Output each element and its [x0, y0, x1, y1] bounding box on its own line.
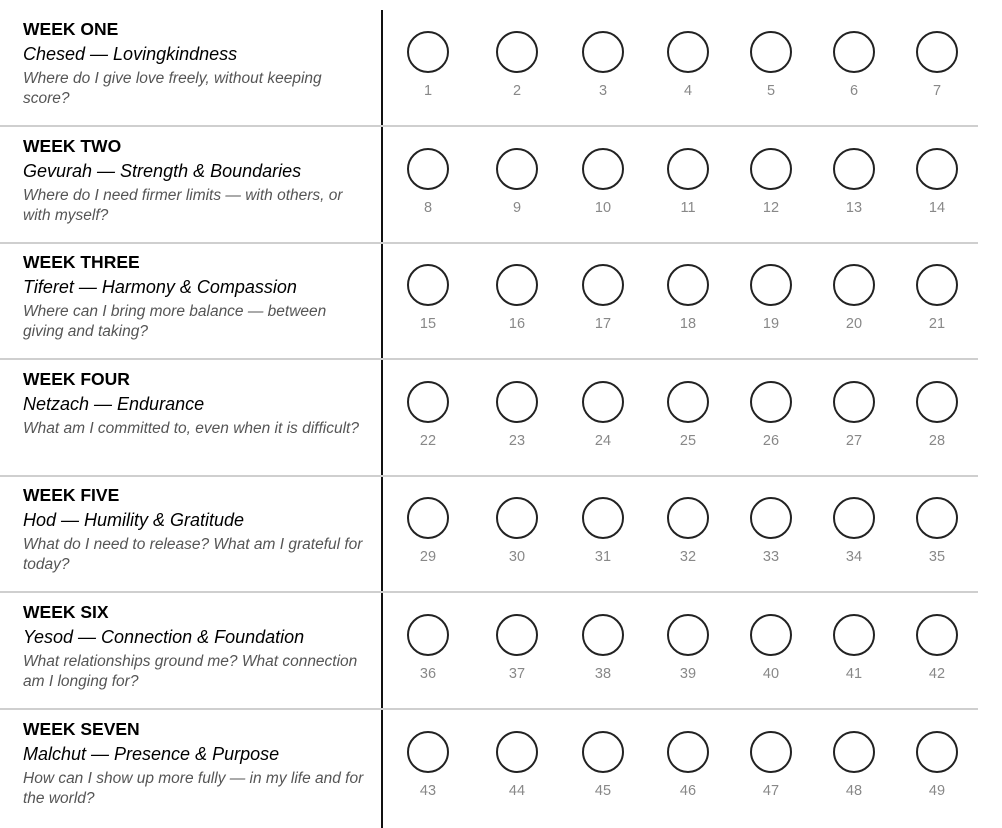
day-cell — [663, 31, 713, 99]
day-number: 16 — [508, 316, 526, 332]
day-cell — [746, 614, 796, 682]
day-checkbox-circle[interactable] — [833, 497, 875, 539]
day-checkbox-circle[interactable] — [833, 731, 875, 773]
week-info — [23, 719, 368, 809]
day-number: 11 — [680, 200, 696, 216]
day-cell — [912, 381, 962, 449]
day-number: 1 — [423, 83, 433, 99]
day-cell — [492, 381, 542, 449]
day-cell — [492, 497, 542, 565]
day-cell — [912, 264, 962, 332]
day-checkbox-circle[interactable] — [582, 148, 624, 190]
day-checkbox-circle[interactable] — [750, 264, 792, 306]
day-cell — [578, 148, 628, 216]
week-subtitle: Yesod — Connection & Foundation — [23, 627, 305, 647]
day-number: 47 — [762, 783, 780, 799]
week-row — [0, 710, 978, 827]
day-cell — [492, 148, 542, 216]
day-cell — [492, 264, 542, 332]
day-cell — [829, 31, 879, 99]
day-checkbox-circle[interactable] — [916, 31, 958, 73]
week-title: WEEK TWO — [23, 136, 122, 156]
day-checkbox-circle[interactable] — [833, 31, 875, 73]
day-checkbox-circle[interactable] — [407, 497, 449, 539]
day-number: 6 — [849, 83, 859, 99]
day-checkbox-circle[interactable] — [582, 264, 624, 306]
day-cell — [403, 381, 453, 449]
day-cell — [912, 497, 962, 565]
week-subtitle: Hod — Humility & Gratitude — [23, 510, 245, 530]
day-checkbox-circle[interactable] — [496, 381, 538, 423]
day-checkbox-circle[interactable] — [496, 31, 538, 73]
week-title: WEEK ONE — [23, 19, 119, 39]
day-cell — [829, 731, 879, 799]
day-cell — [912, 148, 962, 216]
day-checkbox-circle[interactable] — [496, 614, 538, 656]
day-cell — [492, 731, 542, 799]
day-cell — [746, 497, 796, 565]
day-number: 13 — [845, 200, 863, 216]
day-cell — [403, 497, 453, 565]
week-info — [23, 252, 368, 342]
week-row — [0, 10, 978, 127]
day-checkbox-circle[interactable] — [916, 614, 958, 656]
day-number: 33 — [762, 549, 780, 565]
week-question: Where do I give love freely, without keeping score? — [23, 70, 322, 107]
week-question: What am I committed to, even when it is difficult? — [23, 420, 359, 437]
day-checkbox-circle[interactable] — [667, 614, 709, 656]
day-checkbox-circle[interactable] — [916, 264, 958, 306]
day-number: 2 — [512, 83, 522, 99]
day-cell — [746, 731, 796, 799]
week-subtitle: Gevurah — Strength & Boundaries — [23, 161, 302, 181]
week-question: What do I need to release? What am I grateful for today? — [23, 536, 363, 573]
day-cell — [578, 614, 628, 682]
day-number: 9 — [512, 200, 522, 216]
day-number: 17 — [594, 316, 612, 332]
day-checkbox-circle[interactable] — [750, 497, 792, 539]
week-info — [23, 602, 368, 692]
day-cell — [578, 497, 628, 565]
day-cell — [578, 381, 628, 449]
week-question: What relationships ground me? What connection am I longing for? — [23, 653, 358, 690]
week-subtitle: Chesed — Lovingkindness — [23, 44, 238, 64]
day-checkbox-circle[interactable] — [916, 497, 958, 539]
week-info — [23, 369, 368, 439]
day-checkbox-circle[interactable] — [582, 731, 624, 773]
day-cell — [663, 497, 713, 565]
day-number: 29 — [419, 549, 437, 565]
day-cell — [663, 264, 713, 332]
day-number: 45 — [594, 783, 612, 799]
day-checkbox-circle[interactable] — [407, 731, 449, 773]
week-question: Where do I need firmer limits — with others, or with myself? — [23, 187, 343, 224]
day-number: 19 — [762, 316, 780, 332]
day-cell — [578, 731, 628, 799]
day-number: 40 — [762, 666, 780, 682]
day-checkbox-circle[interactable] — [407, 264, 449, 306]
week-title: WEEK THREE — [23, 252, 140, 272]
day-checkbox-circle[interactable] — [582, 31, 624, 73]
day-checkbox-circle[interactable] — [667, 497, 709, 539]
day-number: 26 — [762, 433, 780, 449]
day-number: 24 — [594, 433, 612, 449]
day-checkbox-circle[interactable] — [667, 731, 709, 773]
day-cell — [829, 614, 879, 682]
week-row — [0, 243, 978, 360]
week-subtitle: Tiferet — Harmony & Compassion — [23, 277, 297, 297]
week-title: WEEK FIVE — [23, 485, 120, 505]
day-number: 30 — [508, 549, 526, 565]
week-question: How can I show up more fully — in my life and for the world? — [23, 770, 364, 807]
day-number: 31 — [594, 549, 612, 565]
day-number: 41 — [845, 666, 863, 682]
day-number: 49 — [928, 783, 946, 799]
day-number: 3 — [598, 83, 608, 99]
day-number: 48 — [845, 783, 863, 799]
day-number: 23 — [508, 433, 526, 449]
day-cell — [829, 497, 879, 565]
day-checkbox-circle[interactable] — [667, 148, 709, 190]
day-checkbox-circle[interactable] — [407, 381, 449, 423]
week-row — [0, 476, 978, 593]
day-cell — [663, 731, 713, 799]
day-checkbox-circle[interactable] — [667, 264, 709, 306]
day-cell — [746, 148, 796, 216]
day-number: 18 — [679, 316, 697, 332]
day-number: 5 — [766, 83, 776, 99]
day-cell — [912, 614, 962, 682]
week-title: WEEK SEVEN — [23, 719, 140, 739]
day-number: 34 — [845, 549, 863, 565]
day-number: 20 — [845, 316, 863, 332]
day-checkbox-circle[interactable] — [582, 614, 624, 656]
day-checkbox-circle[interactable] — [833, 614, 875, 656]
day-cell — [403, 731, 453, 799]
day-checkbox-circle[interactable] — [407, 614, 449, 656]
day-cell — [403, 614, 453, 682]
day-checkbox-circle[interactable] — [496, 731, 538, 773]
week-title: WEEK FOUR — [23, 369, 130, 389]
day-number: 39 — [679, 666, 697, 682]
day-number: 37 — [508, 666, 526, 682]
day-cell — [663, 614, 713, 682]
day-checkbox-circle[interactable] — [750, 731, 792, 773]
day-checkbox-circle[interactable] — [582, 381, 624, 423]
day-checkbox-circle[interactable] — [750, 614, 792, 656]
day-cell — [663, 148, 713, 216]
day-number: 35 — [928, 549, 946, 565]
day-checkbox-circle[interactable] — [916, 731, 958, 773]
week-row — [0, 360, 978, 477]
week-question: Where can I bring more balance — between giving and taking? — [23, 303, 327, 340]
day-checkbox-circle[interactable] — [667, 31, 709, 73]
day-number: 21 — [928, 316, 946, 332]
day-checkbox-circle[interactable] — [582, 497, 624, 539]
week-subtitle: Netzach — Endurance — [23, 394, 205, 414]
day-checkbox-circle[interactable] — [496, 264, 538, 306]
day-checkbox-circle[interactable] — [496, 497, 538, 539]
week-title: WEEK SIX — [23, 602, 109, 622]
day-checkbox-circle[interactable] — [496, 148, 538, 190]
day-cell — [578, 31, 628, 99]
day-cell — [403, 31, 453, 99]
day-cell — [746, 31, 796, 99]
day-cell — [578, 264, 628, 332]
day-cell — [829, 264, 879, 332]
day-checkbox-circle[interactable] — [750, 148, 792, 190]
day-number: 10 — [594, 200, 612, 216]
day-checkbox-circle[interactable] — [407, 31, 449, 73]
week-row — [0, 127, 978, 244]
day-cell — [829, 381, 879, 449]
day-checkbox-circle[interactable] — [833, 148, 875, 190]
day-checkbox-circle[interactable] — [833, 381, 875, 423]
day-checkbox-circle[interactable] — [750, 31, 792, 73]
day-number: 12 — [762, 200, 780, 216]
day-cell — [829, 148, 879, 216]
week-row — [0, 593, 978, 710]
day-cell — [403, 264, 453, 332]
day-number: 43 — [419, 783, 437, 799]
day-number: 8 — [423, 200, 433, 216]
day-checkbox-circle[interactable] — [833, 264, 875, 306]
day-number: 14 — [928, 200, 946, 216]
day-cell — [403, 148, 453, 216]
day-checkbox-circle[interactable] — [407, 148, 449, 190]
day-number: 4 — [683, 83, 693, 99]
week-info — [23, 19, 368, 109]
day-number: 44 — [508, 783, 526, 799]
day-checkbox-circle[interactable] — [667, 381, 709, 423]
day-cell — [746, 381, 796, 449]
day-number: 38 — [594, 666, 612, 682]
week-subtitle: Malchut — Presence & Purpose — [23, 744, 280, 764]
day-cell — [663, 381, 713, 449]
day-checkbox-circle[interactable] — [916, 148, 958, 190]
day-number: 46 — [679, 783, 697, 799]
day-cell — [492, 31, 542, 99]
day-number: 7 — [932, 83, 942, 99]
day-number: 22 — [419, 433, 437, 449]
day-number: 32 — [679, 549, 697, 565]
day-checkbox-circle[interactable] — [916, 381, 958, 423]
day-number: 25 — [679, 433, 697, 449]
day-number: 15 — [419, 316, 437, 332]
day-cell — [912, 731, 962, 799]
day-number: 42 — [928, 666, 946, 682]
day-cell — [492, 614, 542, 682]
day-number: 27 — [845, 433, 863, 449]
day-cell — [746, 264, 796, 332]
day-number: 28 — [928, 433, 946, 449]
day-cell — [912, 31, 962, 99]
week-info — [23, 136, 368, 226]
day-checkbox-circle[interactable] — [750, 381, 792, 423]
week-info — [23, 485, 368, 575]
day-number: 36 — [419, 666, 437, 682]
